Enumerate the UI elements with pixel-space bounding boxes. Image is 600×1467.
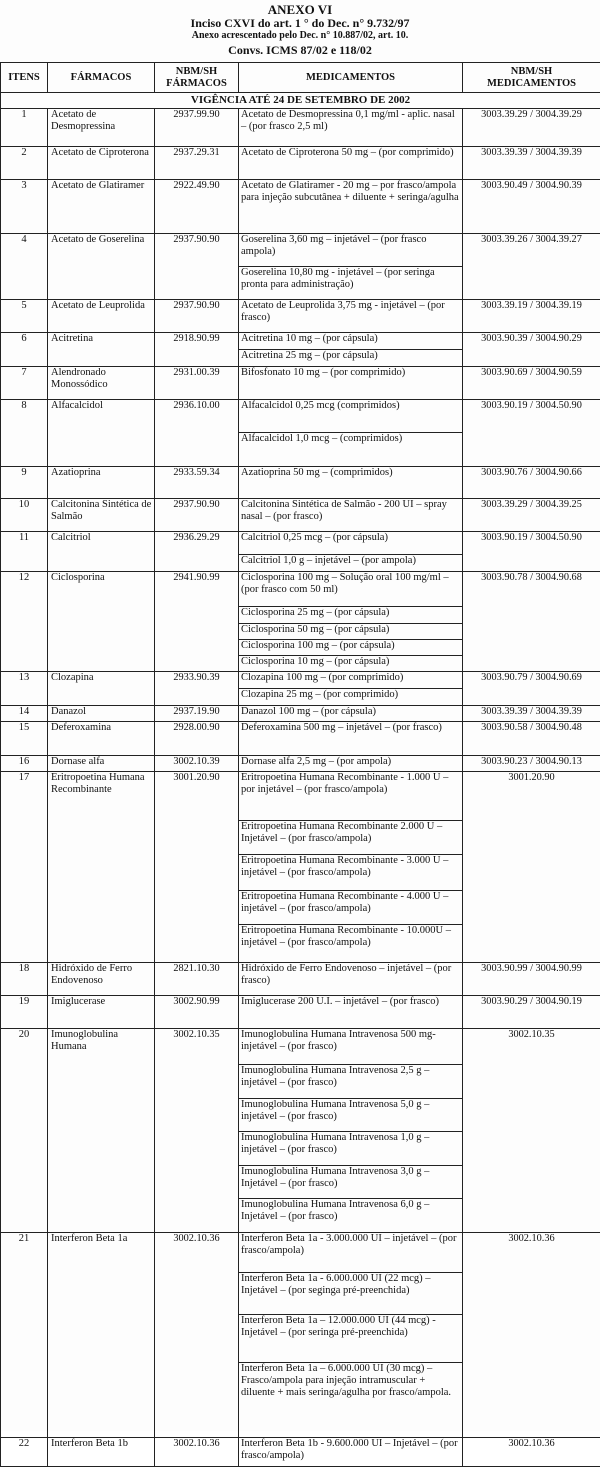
nbm-medicamento-cell: 3003.90.23 / 3004.90.13 [463,755,600,771]
nbm-farmaco-cell: 3002.10.39 [155,755,239,771]
item-number-cell [1,266,48,299]
farmaco-cell [48,432,155,466]
medicamento-cell: Interferon Beta 1a – 6.000.000 UI (30 mcg) – Frasco/ampola para injeção intramuscular + diluente + mais seringa/agulha por frasco/ampola. [239,1362,463,1437]
col-header-nbm-farmacos [155,63,239,93]
item-number-cell [1,1131,48,1165]
table-row [1,820,600,854]
medicamento-cell: Calcitriol 1,0 g – injetável – (por ampola) [239,554,463,571]
nbm-medicamento-cell [463,1272,600,1314]
medicamento-cell: Imiglucerase 200 U.I. – injetável – (por frasco) [239,995,463,1028]
nbm-farmaco-cell: 2937.29.31 [155,146,239,179]
nbm-medicamento-cell: 3003.90.19 / 3004.50.90 [463,531,600,554]
medicamento-cell: Calcitriol 0,25 mcg – (por cápsula) [239,531,463,554]
item-number-cell [1,854,48,890]
farmaco-cell [48,1314,155,1362]
nbm-medicamento-cell: 3002.10.36 [463,1232,600,1272]
medicamento-cell: Dornase alfa 2,5 mg – (por ampola) [239,755,463,771]
item-number-cell [1,554,48,571]
table-row [1,671,600,688]
item-number-cell: 19 [1,995,48,1028]
item-number-cell [1,606,48,623]
item-number-cell: 15 [1,721,48,755]
farmaco-cell [48,623,155,639]
nbm-farmaco-cell [155,623,239,639]
nbm-medicamento-cell [463,655,600,671]
nbm-farmaco-cell: 2937.90.90 [155,299,239,332]
table-row [1,1314,600,1362]
farmaco-cell: Deferoxamina [48,721,155,755]
nbm-farmaco-cell: 2937.19.90 [155,705,239,721]
col-header-nbm-medicamentos-line1: NBM/SH [511,66,552,77]
medicamento-cell: Interferon Beta 1a – 12.000.000 UI (44 mcg) - Injetável – (por seringa pré-preenchida) [239,1314,463,1362]
table-row [1,854,600,890]
item-number-cell: 4 [1,233,48,266]
farmaco-cell: Calcitonina Sintética de Salmão [48,498,155,531]
farmaco-cell [48,266,155,299]
annex-note: Anexo acrescentado pelo Dec. n° 10.887/02, art. 10. [0,31,600,41]
nbm-medicamento-cell: 3003.39.39 / 3004.39.39 [463,705,600,721]
table-row [1,1437,600,1466]
medicamento-cell: Danazol 100 mg – (por cápsula) [239,705,463,721]
medicamento-cell: Acetato de Glatiramer - 20 mg – por frasco/ampola para injeção subcutânea + diluente + seringa/agulha [239,179,463,233]
table-row [1,466,600,498]
item-number-cell: 5 [1,299,48,332]
nbm-farmaco-cell: 2933.90.39 [155,671,239,688]
farmaco-cell: Interferon Beta 1b [48,1437,155,1466]
medicamento-cell: Interferon Beta 1b - 9.600.000 UI – Injetável – (por frasco/ampola) [239,1437,463,1466]
table-row [1,1272,600,1314]
table-row [1,531,600,554]
item-number-cell [1,1064,48,1098]
nbm-medicamento-cell [463,1198,600,1232]
table-row [1,655,600,671]
nbm-farmaco-cell: 2922.49.90 [155,179,239,233]
farmaco-cell: Imunoglobulina Humana [48,1028,155,1064]
nbm-farmaco-cell: 3002.10.35 [155,1028,239,1064]
table-row [1,146,600,179]
medicamento-cell: Bifosfonato 10 mg – (por comprimido) [239,366,463,399]
farmaco-cell: Acetato de Desmopressina [48,108,155,146]
nbm-medicamento-cell: 3003.39.39 / 3004.39.39 [463,146,600,179]
farmaco-cell [48,1272,155,1314]
vigencia-label: VIGÊNCIA ATÉ 24 DE SETEMBRO DE 2002 [1,93,600,109]
nbm-farmaco-cell: 2928.00.90 [155,721,239,755]
nbm-farmaco-cell: 2937.90.90 [155,233,239,266]
medicamento-cell: Imunoglobulina Humana Intravenosa 500 mg- injetável – (por frasco) [239,1028,463,1064]
medicamento-cell: Imunoglobulina Humana Intravenosa 2,5 g – injetável – (por frasco) [239,1064,463,1098]
table-row [1,108,600,146]
farmaco-cell: Alendronado Monossódico [48,366,155,399]
farmaco-cell: Interferon Beta 1a [48,1232,155,1272]
farmaco-cell [48,688,155,705]
item-number-cell: 7 [1,366,48,399]
nbm-medicamento-cell: 3001.20.90 [463,771,600,820]
item-number-cell: 10 [1,498,48,531]
nbm-farmaco-cell [155,639,239,655]
item-number-cell: 1 [1,108,48,146]
col-header-nbm-farmacos-line1: NBM/SH [176,66,217,77]
farmaco-cell [48,1098,155,1131]
nbm-farmaco-cell [155,1098,239,1131]
medicines-table-wrapper [0,62,600,1467]
item-number-cell: 22 [1,1437,48,1466]
farmaco-cell [48,820,155,854]
farmaco-cell: Acetato de Leuprolida [48,299,155,332]
table-row [1,554,600,571]
medicamento-cell: Deferoxamina 500 mg – injetável – (por frasco) [239,721,463,755]
item-number-cell: 12 [1,571,48,606]
nbm-medicamento-cell [463,924,600,962]
item-number-cell [1,1314,48,1362]
nbm-farmaco-cell: 3002.10.36 [155,1437,239,1466]
nbm-medicamento-cell: 3003.90.49 / 3004.90.39 [463,179,600,233]
medicamento-cell: Ciclosporina 100 mg – (por cápsula) [239,639,463,655]
table-row [1,623,600,639]
nbm-medicamento-cell: 3003.39.19 / 3004.39.19 [463,299,600,332]
nbm-medicamento-cell: 3003.90.78 / 3004.90.68 [463,571,600,606]
col-header-nbm-medicamentos [463,63,600,93]
medicamento-cell: Acitretina 10 mg – (por cápsula) [239,332,463,349]
nbm-farmaco-cell: 2821.10.30 [155,962,239,995]
nbm-medicamento-cell: 3003.90.39 / 3004.90.29 [463,332,600,349]
medicamento-cell: Ciclosporina 50 mg – (por cápsula) [239,623,463,639]
item-number-cell [1,1098,48,1131]
nbm-farmaco-cell [155,554,239,571]
item-number-cell: 11 [1,531,48,554]
nbm-farmaco-cell: 2936.29.29 [155,531,239,554]
nbm-farmaco-cell [155,820,239,854]
nbm-medicamento-cell [463,1131,600,1165]
farmaco-cell [48,854,155,890]
nbm-medicamento-cell [463,1098,600,1131]
medicines-table-body [1,108,600,1466]
medicamento-cell: Imunoglobulina Humana Intravenosa 6,0 g – Injetável – (por frasco) [239,1198,463,1232]
nbm-farmaco-cell [155,432,239,466]
nbm-farmaco-cell [155,854,239,890]
table-row [1,1362,600,1437]
nbm-medicamento-cell [463,1362,600,1437]
nbm-farmaco-cell: 2937.99.90 [155,108,239,146]
item-number-cell: 6 [1,332,48,349]
nbm-medicamento-cell [463,688,600,705]
farmaco-cell: Imiglucerase [48,995,155,1028]
item-number-cell [1,688,48,705]
medicamento-cell: Ciclosporina 25 mg – (por cápsula) [239,606,463,623]
item-number-cell [1,1165,48,1198]
table-row [1,349,600,366]
farmaco-cell [48,890,155,924]
medicamento-cell: Ciclosporina 10 mg – (por cápsula) [239,655,463,671]
item-number-cell: 20 [1,1028,48,1064]
medicamento-cell: Eritropoetina Humana Recombinante - 10.000U – injetável – (por frasco/ampola) [239,924,463,962]
nbm-medicamento-cell [463,606,600,623]
nbm-medicamento-cell: 3002.10.35 [463,1028,600,1064]
table-row [1,571,600,606]
nbm-medicamento-cell: 3003.39.26 / 3004.39.27 [463,233,600,266]
nbm-farmaco-cell: 2937.90.90 [155,498,239,531]
table-header-row [1,63,600,93]
nbm-farmaco-cell: 3002.10.36 [155,1232,239,1272]
farmaco-cell: Acitretina [48,332,155,349]
medicamento-cell: Eritropoetina Humana Recombinante - 1.000 U – por injetável – (por frasco/ampola) [239,771,463,820]
item-number-cell: 18 [1,962,48,995]
medicamento-cell: Acetato de Desmopressina 0,1 mg/ml - aplic. nasal – (por frasco 2,5 ml) [239,108,463,146]
table-row [1,1028,600,1064]
item-number-cell [1,655,48,671]
medicamento-cell: Goserelina 3,60 mg – injetável – (por frasco ampola) [239,233,463,266]
farmaco-cell: Ciclosporina [48,571,155,606]
farmaco-cell [48,1131,155,1165]
item-number-cell [1,432,48,466]
farmaco-cell [48,639,155,655]
annex-convenios: Convs. ICMS 87/02 e 118/02 [0,44,600,56]
nbm-farmaco-cell: 3002.90.99 [155,995,239,1028]
table-row [1,995,600,1028]
item-number-cell: 8 [1,399,48,432]
nbm-farmaco-cell: 3001.20.90 [155,771,239,820]
medicamento-cell: Hidróxido de Ferro Endovenoso – injetável – (por frasco) [239,962,463,995]
table-row [1,755,600,771]
table-row [1,962,600,995]
item-number-cell [1,1362,48,1437]
table-row [1,179,600,233]
item-number-cell [1,1272,48,1314]
medicamento-cell: Eritropoetina Humana Recombinante - 4.000 U – injetável – (por frasco/ampola) [239,890,463,924]
nbm-medicamento-cell [463,623,600,639]
table-row [1,432,600,466]
table-row [1,639,600,655]
nbm-farmaco-cell [155,1064,239,1098]
nbm-medicamento-cell [463,854,600,890]
table-row [1,721,600,755]
nbm-medicamento-cell [463,1314,600,1362]
farmaco-cell: Clozapina [48,671,155,688]
medicamento-cell: Goserelina 10,80 mg - injetável – (por seringa pronta para administração) [239,266,463,299]
farmaco-cell: Hidróxido de Ferro Endovenoso [48,962,155,995]
nbm-medicamento-cell [463,349,600,366]
farmaco-cell [48,349,155,366]
table-row [1,399,600,432]
item-number-cell: 17 [1,771,48,820]
nbm-farmaco-cell [155,1198,239,1232]
table-row [1,366,600,399]
nbm-medicamento-cell [463,1064,600,1098]
nbm-farmaco-cell [155,890,239,924]
table-row [1,771,600,820]
nbm-medicamento-cell [463,890,600,924]
nbm-farmaco-cell [155,266,239,299]
medicamento-cell: Eritropoetina Humana Recombinante 2.000 U – Injetável – (por frasco/ampola) [239,820,463,854]
nbm-medicamento-cell [463,266,600,299]
medicamento-cell: Acetato de Leuprolida 3,75 mg - injetável – (por frasco) [239,299,463,332]
farmaco-cell: Dornase alfa [48,755,155,771]
farmaco-cell [48,606,155,623]
medicamento-cell: Clozapina 25 mg – (por comprimido) [239,688,463,705]
item-number-cell [1,639,48,655]
item-number-cell [1,623,48,639]
medicamento-cell: Alfacalcidol 1,0 mcg – (comprimidos) [239,432,463,466]
table-row [1,1198,600,1232]
medicamento-cell: Imunoglobulina Humana Intravenosa 5,0 g – injetável – (por frasco) [239,1098,463,1131]
item-number-cell: 9 [1,466,48,498]
table-row [1,606,600,623]
item-number-cell [1,349,48,366]
nbm-farmaco-cell [155,924,239,962]
medicamento-cell: Calcitonina Sintética de Salmão - 200 UI – spray nasal – (por frasco) [239,498,463,531]
medicamento-cell: Azatioprina 50 mg – (comprimidos) [239,466,463,498]
medicamento-cell: Imunoglobulina Humana Intravenosa 3,0 g – Injetável – (por frasco) [239,1165,463,1198]
col-header-itens: ITENS [1,63,48,93]
table-row [1,498,600,531]
farmaco-cell [48,1165,155,1198]
annex-subtitle: Inciso CXVI do art. 1 ° do Dec. n° 9.732/97 [0,17,600,29]
nbm-medicamento-cell: 3003.90.29 / 3004.90.19 [463,995,600,1028]
table-row [1,1098,600,1131]
farmaco-cell: Eritropoetina Humana Recombinante [48,771,155,820]
nbm-medicamento-cell: 3002.10.36 [463,1437,600,1466]
farmaco-cell [48,1362,155,1437]
nbm-medicamento-cell: 3003.39.29 / 3004.39.29 [463,108,600,146]
nbm-medicamento-cell: 3003.90.19 / 3004.50.90 [463,399,600,432]
nbm-medicamento-cell: 3003.39.29 / 3004.39.25 [463,498,600,531]
item-number-cell [1,890,48,924]
nbm-medicamento-cell: 3003.90.58 / 3004.90.48 [463,721,600,755]
medicamento-cell: Interferon Beta 1a - 3.000.000 UI – injetável – (por frasco/ampola) [239,1232,463,1272]
medicamento-cell: Imunoglobulina Humana Intravenosa 1,0 g – injetável – (por frasco) [239,1131,463,1165]
farmaco-cell: Acetato de Goserelina [48,233,155,266]
nbm-farmaco-cell [155,1131,239,1165]
col-header-medicamentos: MEDICAMENTOS [239,63,463,93]
farmaco-cell [48,655,155,671]
annex-title: ANEXO VI [0,3,600,16]
medicamento-cell: Eritropoetina Humana Recombinante - 3.000 U – injetável – (por frasco/ampola) [239,854,463,890]
item-number-cell [1,924,48,962]
item-number-cell: 16 [1,755,48,771]
table-row [1,299,600,332]
nbm-farmaco-cell [155,349,239,366]
nbm-farmaco-cell: 2918.90.99 [155,332,239,349]
table-row [1,890,600,924]
nbm-farmaco-cell: 2936.10.00 [155,399,239,432]
farmaco-cell: Azatioprina [48,466,155,498]
nbm-medicamento-cell [463,639,600,655]
table-row [1,1165,600,1198]
col-header-nbm-medicamentos-line2: MEDICAMENTOS [487,78,576,89]
farmaco-cell [48,1198,155,1232]
medicines-table [0,62,600,1467]
nbm-farmaco-cell: 2933.59.34 [155,466,239,498]
item-number-cell [1,1198,48,1232]
table-row [1,688,600,705]
nbm-medicamento-cell: 3003.90.69 / 3004.90.59 [463,366,600,399]
item-number-cell: 21 [1,1232,48,1272]
nbm-medicamento-cell [463,554,600,571]
nbm-farmaco-cell: 2931.00.39 [155,366,239,399]
nbm-medicamento-cell [463,820,600,854]
item-number-cell [1,820,48,854]
farmaco-cell: Alfacalcidol [48,399,155,432]
vigencia-row [1,93,600,109]
nbm-farmaco-cell [155,1272,239,1314]
nbm-medicamento-cell [463,432,600,466]
nbm-farmaco-cell [155,1314,239,1362]
nbm-farmaco-cell [155,688,239,705]
table-row [1,1064,600,1098]
farmaco-cell: Acetato de Ciproterona [48,146,155,179]
item-number-cell: 14 [1,705,48,721]
table-row [1,1131,600,1165]
nbm-farmaco-cell [155,655,239,671]
nbm-medicamento-cell [463,1165,600,1198]
nbm-farmaco-cell [155,606,239,623]
medicamento-cell: Ciclosporina 100 mg – Solução oral 100 mg/ml – (por frasco com 50 ml) [239,571,463,606]
medicamento-cell: Acetato de Ciproterona 50 mg – (por comprimido) [239,146,463,179]
medicamento-cell: Acitretina 25 mg – (por cápsula) [239,349,463,366]
table-row [1,924,600,962]
medicamento-cell: Alfacalcidol 0,25 mcg (comprimidos) [239,399,463,432]
nbm-medicamento-cell: 3003.90.79 / 3004.90.69 [463,671,600,688]
farmaco-cell [48,924,155,962]
farmaco-cell: Calcitriol [48,531,155,554]
nbm-farmaco-cell: 2941.90.99 [155,571,239,606]
table-row [1,705,600,721]
medicamento-cell: Interferon Beta 1a - 6.000.000 UI (22 mcg) – Injetável – (por seginga pré-preenchida) [239,1272,463,1314]
nbm-medicamento-cell: 3003.90.76 / 3004.90.66 [463,466,600,498]
farmaco-cell: Danazol [48,705,155,721]
item-number-cell: 2 [1,146,48,179]
item-number-cell: 3 [1,179,48,233]
nbm-farmaco-cell [155,1165,239,1198]
table-row [1,233,600,266]
table-row [1,266,600,299]
nbm-medicamento-cell: 3003.90.99 / 3004.90.99 [463,962,600,995]
col-header-farmacos: FÁRMACOS [48,63,155,93]
farmaco-cell: Acetato de Glatiramer [48,179,155,233]
table-row [1,1232,600,1272]
item-number-cell: 13 [1,671,48,688]
col-header-nbm-farmacos-line2: FÁRMACOS [166,78,227,89]
nbm-farmaco-cell [155,1362,239,1437]
medicamento-cell: Clozapina 100 mg – (por comprimido) [239,671,463,688]
farmaco-cell [48,554,155,571]
farmaco-cell [48,1064,155,1098]
table-row [1,332,600,349]
